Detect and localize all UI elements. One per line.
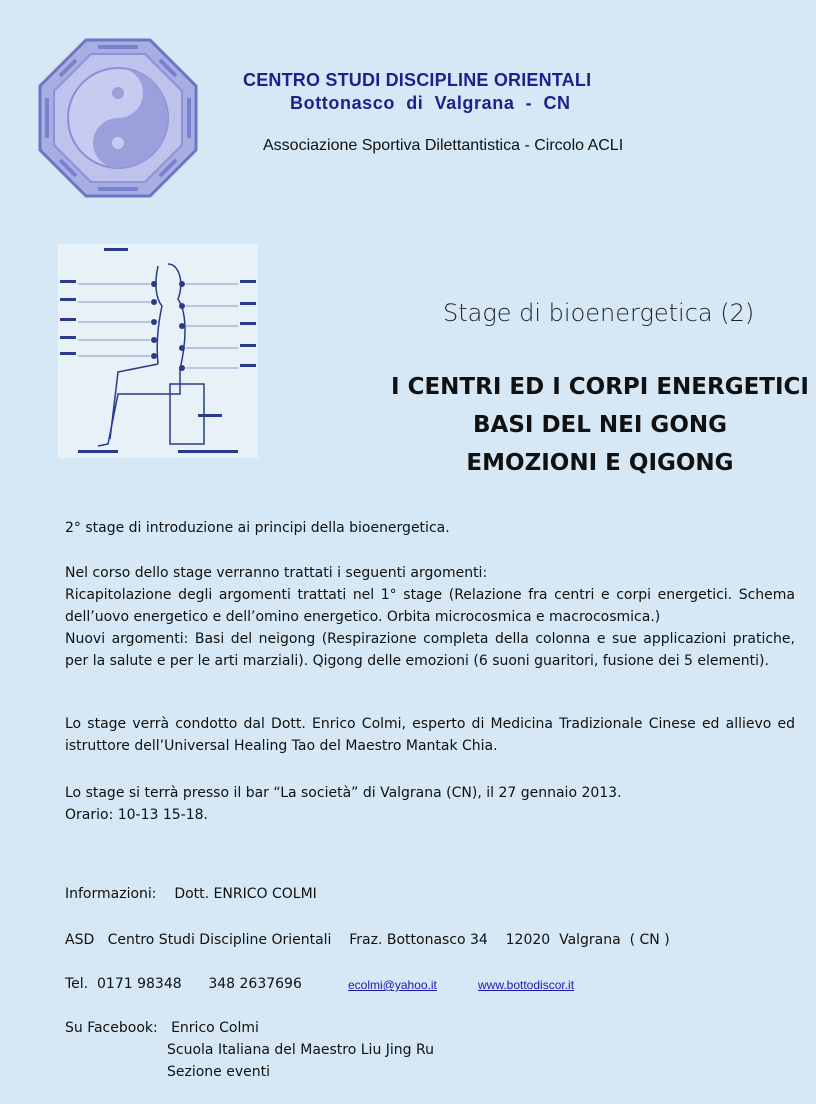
stage-subtitle: Stage di bioenergetica (2) <box>443 299 755 327</box>
info-line <box>65 886 317 902</box>
email-link[interactable]: ecolmi@yahoo.it <box>348 978 437 992</box>
stage-title-line-2: BASI DEL NEI GONG <box>472 412 727 438</box>
stage-title-line-1: I CENTRI ED I CORPI ENERGETICI <box>391 374 809 400</box>
asd-address: ASD Centro Studi Discipline Orientali Fraz. Bottonasco 34 12020 Valgrana ( CN ) <box>65 932 670 948</box>
intro-paragraph: 2° stage di introduzione ai principi della bioenergetica. <box>65 520 450 536</box>
facebook-entry-1: Enrico Colmi <box>171 1020 259 1036</box>
bagua-yin-yang-icon <box>38 38 198 198</box>
association-line: Associazione Sportiva Dilettantistica - Circolo ACLI <box>263 137 624 154</box>
facebook-entry-3: Sezione eventi <box>167 1064 271 1080</box>
org-name: CENTRO STUDI DISCIPLINE ORIENTALI <box>243 70 592 90</box>
website-link[interactable]: www.bottodiscor.it <box>478 978 575 992</box>
venue-section <box>65 782 795 826</box>
energy-channels-figure <box>58 244 258 458</box>
org-location: Bottonasco di Valgrana - CN <box>290 93 571 113</box>
stage-title-line-3: EMOZIONI E QIGONG <box>466 450 734 476</box>
phone-numbers: Tel. 0171 98348 348 2637696 <box>65 976 302 992</box>
topics-new: Nuovi argomenti: Basi del neigong (Respirazione completa della colonna e sue applicazioni pratiche, per la salute e per le arti marziali). Qigong delle emozioni (6 suoni guaritori, fusione dei 5 elementi). <box>65 631 795 669</box>
facebook-entry-2: Scuola Italiana del Maestro Liu Jing Ru <box>167 1042 434 1058</box>
venue-line: Lo stage si terrà presso il bar “La società” di Valgrana (CN), il 27 gennaio 2013. <box>65 785 622 801</box>
teacher-paragraph: Lo stage verrà condotto dal Dott. Enrico Colmi, esperto di Medicina Tradizionale Cinese ed allievo ed istruttore dell’Universal Healing Tao del Maestro Mantak Chia. <box>65 716 795 754</box>
topics-intro: Nel corso dello stage verranno trattati i seguenti argomenti: <box>65 565 488 581</box>
info-person: Dott. ENRICO COLMI <box>174 886 317 902</box>
facebook-label: Su Facebook: <box>65 1020 158 1036</box>
topics-section <box>65 562 795 672</box>
facebook-section <box>65 1020 259 1036</box>
tel-line <box>65 976 302 992</box>
schedule-line: Orario: 10-13 15-18. <box>65 807 208 823</box>
info-label: Informazioni: <box>65 886 157 902</box>
topics-recap: Ricapitolazione degli argomenti trattati nel 1° stage (Relazione fra centri e corpi energetici. Schema dell’uovo energetico e dell’omino energetico. Orbita microcosmica e macrocosmica.) <box>65 587 795 625</box>
